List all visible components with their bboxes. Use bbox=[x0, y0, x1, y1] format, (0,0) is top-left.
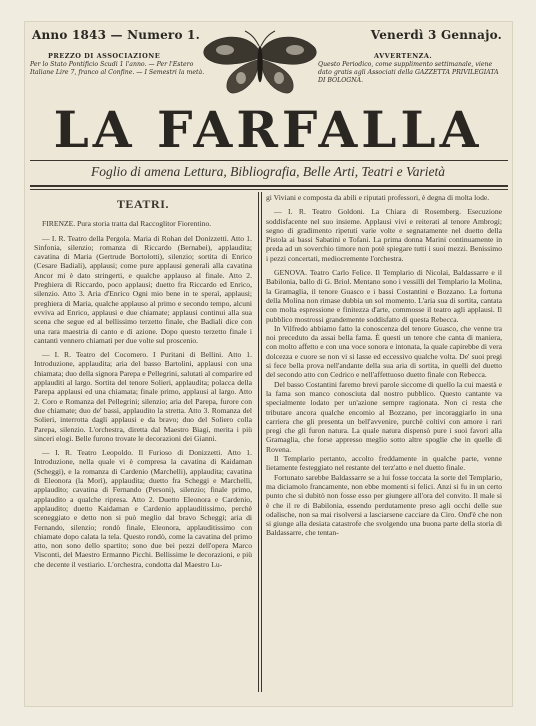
paragraph: — I. R. Teatro della Pergola. Maria di Rohan del Donizzetti. Atto 1. Sinfonia, silenzio; romanza di Riccardo (Bernabei), applaudita; cavatina di Maria (Gertrude Bortolotti), silenzio; sortita di Enrico (Cesare Badiali), applausi; come pure applausi generali alla cavatina Ancor mi è dato stringerti, e qualche applauso al finale. Atto 2. Preghiera di Riccardo, poco applausi; duetto fra Riccardo ed Enrico, silenzio. Atto 3. Aria d'Enrico Ogni mio bene in te speraì, applausi; preghiera di Maria, qualche applauso al primo e secondo tempo, alcuni evviva ad Enrico, applausi e due chiamate; applausi continui alla sua scena che segue ed al bellissimo terzetto finale, che Badiali dice con una rara maestria di canto e di azione. Dopo questo terzetto finale i cantanti vennero chiamati per due volte sul proscenio. bbox=[34, 233, 252, 345]
column-divider bbox=[258, 192, 259, 692]
masthead-subtitle: Foglio di amena Lettura, Bibliografia, Belle Arti, Teatri e Varietà bbox=[91, 164, 445, 179]
paragraph: Il Templario pertanto, accolto freddamente in qualche parte, venne lietamente festeggiato nel restante del terz'atto e nel duetto finale. bbox=[266, 454, 502, 473]
masthead-rule-bottom bbox=[30, 185, 508, 187]
notice-text: Questo Periodico, come supplimento settimanale, viene dato gratis agli Associati della GAZZETTA PRIVILEGIATA DI BOLOGNA. bbox=[318, 61, 499, 84]
paragraph: GENOVA. Teatro Carlo Felice. Il Templario di Nicolai, Baldassarre e il Babilonia, ballo di G. Briol. Mentano sono i vessilli del Templario la Molina, la Gramaglia, il tenore Guasco e i bassi Costantini e Bozzano. La fortuna della Molina non rimase dubbia un sol momento. L'aria sua di sortita, cantata con molta espressione e finitezza d'arte, commosse il teatro agli applausi. Il pubblico mostrossi grandemente soddisfatto di questa Rebecca. bbox=[266, 268, 502, 324]
association-text: Per lo Stato Pontificio Scudi 1 l'anno. — Per l'Estero Italiane Lire 7, franco al Confine. — I Semestri la metà. bbox=[30, 61, 205, 76]
masthead-title: LA FARFALLA bbox=[53, 100, 483, 159]
right-column bbox=[266, 193, 502, 686]
issue-date: Venerdì 3 Gennajo. bbox=[370, 28, 502, 42]
paragraph: In Vilfredo abbiamo fatto la conoscenza del tenore Guasco, che venne tra noi preceduto da assai bella fama. È questi un tenore che canta di maniera, con molto affetto e con una voce sonora e intonata, la quale capirebbe di vera dolcezza e cuore se non vi si lasse ed eccessivo qualche volta. De' suoi pregi si fece bella prova nell'andante della sua aria di sortita, in quelli del duetto del secondo atto con Cedrico e nell'affettuoso duetto finale con Rebecca. bbox=[266, 323, 502, 380]
section-title: TEATRI. bbox=[116, 197, 170, 211]
left-column bbox=[34, 196, 252, 686]
paragraph: — I. R. Teatro del Cocomero. I Puritani di Bellini. Atto 1. Introduzione, applaudita; aria del basso Bartolini, applausi con una chiamata; duo della signora Parepa e Pellegrini, salutati al comparire ed applauditi al largo. Sortita del tenore Solieri, applaudita; polacca della Parepa applausi ed una chiamata; finale primo, applausi al largo. Atto 2. Coro e Romanza del Pellegrini; silenzio; aria del Parepa, furore con due chiamate; duo de' bassi, applaudito la stretta. Atto 3. Romanza del Solieri, interrotta dagli applausi e da bravo; duo del Soliero colla Parepa, silenzio. L'orchestra, diretta dal Maestro Biagi, merita i più sinceri elogi. Belle furono trovate le decorazioni dei Gianni. bbox=[34, 350, 252, 443]
masthead-rule-thin bbox=[30, 189, 508, 190]
paragraph: — I. R. Teatro Goldoni. La Chiara di Rosemberg. Esecuzione soddisfacente nel suo insieme. Applausi vivi e reiterati al tenore Ambrogi; segno di gradimento ripetuti varie volte e segnatamente nel duetto della Pistola ai bassi Sabatini e Tofani. La prima donna Marini continuamente in preda ad un soverchio timore non potè spiegare tutti i suoi mezzi. Benissimo i pezzi concertati, mediocremente l'orchestra. bbox=[266, 207, 502, 263]
paragraph: Del basso Costantini faremo brevi parole siccome di quello la cui maestà e la fama son manco conosciuta dal nostro pubblico. Questo cantante va specialmente lodato per un'azione sempre ragionata. Non ci resta che tributare ancora qualche encomio al Bozzano, per incoraggiarlo in una carriera che gli presenta un bell'avvenire, purchè coltivi con amore i rari pregi che gli furon natura. La quale natura dispensò pure i suoi favori alla Gramaglia, che forse appresso meglio sotto altre spoglie che in quelle di Rovena. bbox=[266, 379, 502, 454]
masthead-rule-top bbox=[30, 160, 508, 161]
paragraph: Fortunato sarebbe Baldassarre se a lui fosse toccata la sorte del Templario, ma diciamolo francamente, non ebbe momenti si felici. Anzi si fu in un certo punto che si dubitò non fosse esso per giungere all'ora del convito. Il male si è che il re di Babilonia, essendo perdutamente preso agli occhi delle sue odalische, non sa mai risolversi a lasciarsene cacciare da Ciro. Ond'è che non si giunge alla desiata catastrofe che svolgendo una buona parte della storia di Baldassarre, che tentan- bbox=[266, 472, 502, 538]
paragraph: gi Viviani e composta da abili e riputati professori, è degna di molta lode. bbox=[266, 193, 490, 202]
paragraph: FIRENZE. Pura storia tratta dal Raccoglitor Fiorentino. bbox=[42, 219, 212, 229]
column-divider-inner bbox=[261, 192, 262, 692]
association-heading: PREZZO DI ASSOCIAZIONE bbox=[48, 52, 161, 60]
paragraph: — I. R. Teatro Leopoldo. Il Furioso di Donizzetti. Atto 1. Introduzione, nella quale vi è compresa la cavatina di Kaidaman (Scheggi), e la romanza di Cardenio (Marchelli), applaudita; cavatina di Eleonora (la Morì), applaudita; duetto fra Scheggi e Marchelli, applaudito; cavatina di Fernando (Personi), silenzio; finale primo, applaudito a qualche ripresa. Atto 2. Duetto Eleonora e Cardenio, applaudito; duetto Kaidaman e Cardenio applauditissimo, perchè sceneggiato e detto non si può meglio dal bravo Scheggi; aria di Fernando, silenzio; rondò finale, Eleonora, applauditissimo con chiamate dopo calata la tela. Questo rondò, come la cavatina del primo atto, non sono dello spartito; sono due bei pezzi dell'opera Marco Visconti, del Maestro Ermanno Picchi. Bellissime le decorazioni, e più che decente il vestiario. L'orchestra, condotta dal Maestro Lu- bbox=[34, 448, 252, 569]
issue-number: Anno 1843 — Numero 1. bbox=[32, 28, 200, 42]
butterfly-icon bbox=[197, 30, 323, 102]
notice-heading: AVVERTENZA. bbox=[374, 52, 433, 60]
